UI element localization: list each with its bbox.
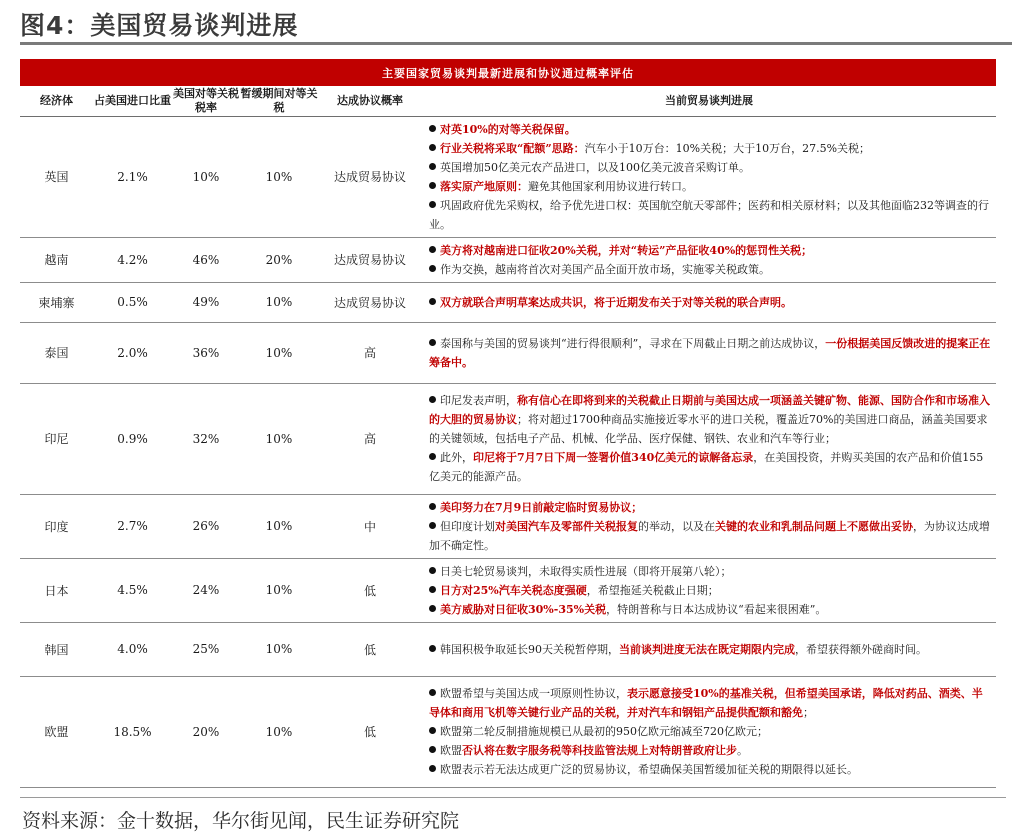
body-text: 欧盟	[440, 744, 462, 757]
probability-cell: 高	[318, 322, 422, 383]
import-share-cell: 0.9%	[93, 383, 172, 494]
reciprocal-rate-cell: 46%	[172, 237, 240, 282]
header-economy: 经济体	[40, 93, 73, 107]
bullet-dot-icon	[429, 182, 436, 189]
bullet-dot-icon	[429, 396, 436, 403]
body-text: 印尼发表声明，	[440, 394, 517, 407]
progress-bullet	[429, 196, 992, 234]
highlight-text: 落实原产地原则：	[440, 179, 528, 193]
economy-cell: 韩国	[20, 622, 93, 676]
progress-bullet	[429, 581, 992, 600]
highlight-text: 对美国汽车及零部件关税报复	[495, 519, 638, 533]
import-share-cell: 2.7%	[93, 494, 172, 558]
reciprocal-rate-cell: 10%	[172, 116, 240, 237]
progress-bullet	[429, 741, 992, 760]
bullet-dot-icon	[429, 586, 436, 593]
probability-cell: 中	[318, 494, 422, 558]
import-share-cell: 2.0%	[93, 322, 172, 383]
reciprocal-rate-cell: 24%	[172, 558, 240, 622]
bullet-dot-icon	[429, 246, 436, 253]
progress-bullet	[429, 517, 992, 555]
economy-cell: 印尼	[20, 383, 93, 494]
body-text: 欧盟希望与美国达成一项原则性协议，	[440, 687, 627, 700]
import-share-cell: 4.2%	[93, 237, 172, 282]
bullet-dot-icon	[429, 503, 436, 510]
reciprocal-rate-cell: 32%	[172, 383, 240, 494]
progress-bullet	[429, 684, 992, 722]
highlight-text: 行业关税将采取“配额”思路：	[440, 141, 585, 155]
probability-cell: 达成贸易协议	[318, 282, 422, 322]
progress-bullet	[429, 760, 992, 779]
body-text: 泰国称与美国的贸易谈判“进行得很顺利”，寻求在下周截止日期之前达成协议，	[440, 336, 826, 350]
progress-bullet	[429, 722, 992, 741]
source-note: 资料来源：金十数据，华尔街见闻，民生证券研究院	[22, 810, 460, 832]
table-body	[20, 116, 996, 787]
paused-rate-cell: 10%	[240, 322, 318, 383]
header-progress: 当前贸易谈判进展	[665, 93, 753, 107]
table-row	[20, 282, 996, 322]
progress-bullet	[429, 448, 992, 486]
highlight-text: 一份根据美国反馈改进的提案正在筹备中。	[429, 336, 991, 369]
table-row	[20, 383, 996, 494]
table-row	[20, 622, 996, 676]
progress-bullet	[429, 640, 992, 659]
progress-cell	[422, 116, 996, 237]
bullet-dot-icon	[429, 645, 436, 652]
header-reciprocal-rate: 美国对等关税税率	[173, 86, 239, 114]
progress-bullet	[429, 260, 992, 279]
title-divider	[20, 42, 1012, 45]
bullet-dot-icon	[429, 746, 436, 753]
body-text: 避免其他国家利用协议进行转口。	[528, 179, 693, 193]
progress-bullet	[429, 158, 992, 177]
body-text: 此外，	[440, 451, 473, 464]
economy-cell: 日本	[20, 558, 93, 622]
highlight-text: 印尼将于7月7日下周一签署价值340亿美元的谅解备忘录	[473, 451, 754, 464]
table-row	[20, 116, 996, 237]
body-text: 的举动，以及在	[638, 519, 715, 533]
table-row	[20, 494, 996, 558]
progress-bullet	[429, 562, 992, 581]
probability-cell: 达成贸易协议	[318, 116, 422, 237]
table-row	[20, 322, 996, 383]
bullet-dot-icon	[429, 605, 436, 612]
body-text: 英国增加50亿美元农产品进口，以及100亿美元波音采购订单。	[440, 160, 750, 174]
highlight-text: 否认将在数字服务税等科技监管法规上对特朗普政府让步	[462, 744, 737, 757]
bullet-dot-icon	[429, 163, 436, 170]
economy-cell: 柬埔寨	[20, 282, 93, 322]
table-banner-row	[20, 59, 996, 86]
bullet-dot-icon	[429, 339, 436, 346]
bullet-dot-icon	[429, 201, 436, 208]
paused-rate-cell: 10%	[240, 676, 318, 787]
paused-rate-cell: 10%	[240, 622, 318, 676]
bullet-dot-icon	[429, 265, 436, 272]
table-header-row	[20, 86, 996, 116]
highlight-text: 关键的农业和乳制品问题上不愿做出妥协	[715, 519, 913, 533]
body-text: 。	[737, 744, 748, 757]
import-share-cell: 4.5%	[93, 558, 172, 622]
paused-rate-cell: 10%	[240, 494, 318, 558]
reciprocal-rate-cell: 36%	[172, 322, 240, 383]
highlight-text: 美印努力在7月9日前敲定临时贸易协议；	[440, 500, 643, 514]
bullet-dot-icon	[429, 298, 436, 305]
paused-rate-cell: 10%	[240, 558, 318, 622]
progress-cell	[422, 383, 996, 494]
paused-rate-cell: 10%	[240, 282, 318, 322]
paused-rate-cell: 10%	[240, 116, 318, 237]
progress-bullet	[429, 293, 992, 312]
bullet-dot-icon	[429, 522, 436, 529]
probability-cell: 低	[318, 676, 422, 787]
body-text: ，在美国投资，并购买美国的农产品和价值155亿美元的能源产品。	[429, 451, 984, 483]
progress-cell	[422, 494, 996, 558]
reciprocal-rate-cell: 26%	[172, 494, 240, 558]
probability-cell: 低	[318, 558, 422, 622]
probability-cell: 达成贸易协议	[318, 237, 422, 282]
bullet-dot-icon	[429, 453, 436, 460]
body-text: 欧盟表示若无法达成更广泛的贸易协议，希望确保美国暂缓加征关税的期限得以延长。	[440, 763, 858, 776]
table-row	[20, 237, 996, 282]
header-paused-rate: 暂缓期间对等关税	[240, 86, 318, 114]
highlight-text: 表示愿意接受10%的基准关税，但希望美国承诺，降低对药品、酒类、半导体和商用飞机等关键行业产品的关税，并对汽车和钢铝产品提供配额和豁免	[429, 687, 983, 719]
bullet-dot-icon	[429, 125, 436, 132]
economy-cell: 英国	[20, 116, 93, 237]
page-title: 图4：美国贸易谈判进展	[20, 11, 299, 40]
body-text: 但印度计划	[440, 519, 495, 533]
progress-bullet	[429, 600, 992, 619]
reciprocal-rate-cell: 49%	[172, 282, 240, 322]
source-divider	[20, 797, 1006, 798]
progress-cell	[422, 322, 996, 383]
import-share-cell: 0.5%	[93, 282, 172, 322]
import-share-cell: 2.1%	[93, 116, 172, 237]
progress-cell	[422, 622, 996, 676]
paused-rate-cell: 20%	[240, 237, 318, 282]
progress-bullet	[429, 498, 992, 517]
body-text: ，希望获得额外磋商时间。	[795, 642, 927, 656]
body-text: ，特朗普称与日本达成协议“看起来很困难”。	[606, 602, 827, 616]
highlight-text: 对英10%的对等关税保留。	[440, 122, 576, 136]
body-text: ，希望拖延关税截止日期；	[586, 583, 719, 597]
body-text: 巩固政府优先采购权，给予优先进口权：英国航空航天零部件；医药和相关原材料；以及其他面临232等调查的行业。	[429, 198, 989, 231]
body-text: 日美七轮贸易谈判，未取得实质性进展（即将开展第八轮）；	[440, 564, 732, 578]
progress-cell	[422, 558, 996, 622]
highlight-text: 日方对25%汽车关税态度强硬	[440, 583, 587, 597]
bullet-dot-icon	[429, 765, 436, 772]
paused-rate-cell: 10%	[240, 383, 318, 494]
body-text: 欧盟第二轮反制措施规模已从最初的950亿欧元缩减至720亿欧元；	[440, 725, 768, 738]
progress-bullet	[429, 391, 992, 448]
probability-cell: 高	[318, 383, 422, 494]
bullet-dot-icon	[429, 727, 436, 734]
trade-negotiation-table	[20, 59, 996, 788]
progress-cell	[422, 676, 996, 787]
table-row	[20, 676, 996, 787]
progress-cell	[422, 282, 996, 322]
import-share-cell: 4.0%	[93, 622, 172, 676]
import-share-cell: 18.5%	[93, 676, 172, 787]
header-import-share: 占美国进口比重	[94, 93, 171, 107]
reciprocal-rate-cell: 20%	[172, 676, 240, 787]
progress-bullet	[429, 241, 992, 260]
highlight-text: 美方将对越南进口征收20%关税，并对“转运”产品征收40%的惩罚性关税；	[440, 243, 813, 257]
body-text: 汽车小于10万台：10%关税；大于10万台，27.5%关税；	[584, 141, 871, 155]
highlight-text: 当前谈判进度无法在既定期限内完成	[619, 642, 795, 656]
probability-cell: 低	[318, 622, 422, 676]
body-text: ；	[803, 706, 814, 719]
table-row	[20, 558, 996, 622]
economy-cell: 越南	[20, 237, 93, 282]
economy-cell: 欧盟	[20, 676, 93, 787]
body-text: ；将对超过1700种商品实施接近零水平的进口关税，覆盖近70%的美国进口商品，涵盖美国要求的关键领域，包括电子产品、机械、化学品、医疗保健、钢铁、农业和汽车等行业；	[429, 413, 988, 445]
progress-cell	[422, 237, 996, 282]
body-text: 韩国积极争取延长90天关税暂停期，	[440, 642, 619, 656]
bullet-dot-icon	[429, 144, 436, 151]
economy-cell: 泰国	[20, 322, 93, 383]
highlight-text: 美方威胁对日征收30%-35%关税	[440, 602, 607, 616]
body-text: ，为协议达成增加不确定性。	[429, 519, 990, 552]
progress-bullet	[429, 177, 992, 196]
economy-cell: 印度	[20, 494, 93, 558]
bullet-dot-icon	[429, 689, 436, 696]
body-text: 作为交换，越南将首次对美国产品全面开放市场，实施零关税政策。	[440, 262, 770, 276]
header-probability: 达成协议概率	[337, 93, 403, 107]
progress-bullet	[429, 120, 992, 139]
progress-bullet	[429, 334, 992, 372]
reciprocal-rate-cell: 25%	[172, 622, 240, 676]
highlight-text: 双方就联合声明草案达成共识，将于近期发布关于对等关税的联合声明。	[440, 295, 792, 309]
progress-bullet	[429, 139, 992, 158]
bullet-dot-icon	[429, 567, 436, 574]
table-banner: 主要国家贸易谈判最新进展和协议通过概率评估	[20, 59, 996, 86]
highlight-text: 称有信心在即将到来的关税截止日期前与美国达成一项涵盖关键矿物、能源、国防合作和市场准入的大胆的贸易协议	[429, 394, 990, 426]
